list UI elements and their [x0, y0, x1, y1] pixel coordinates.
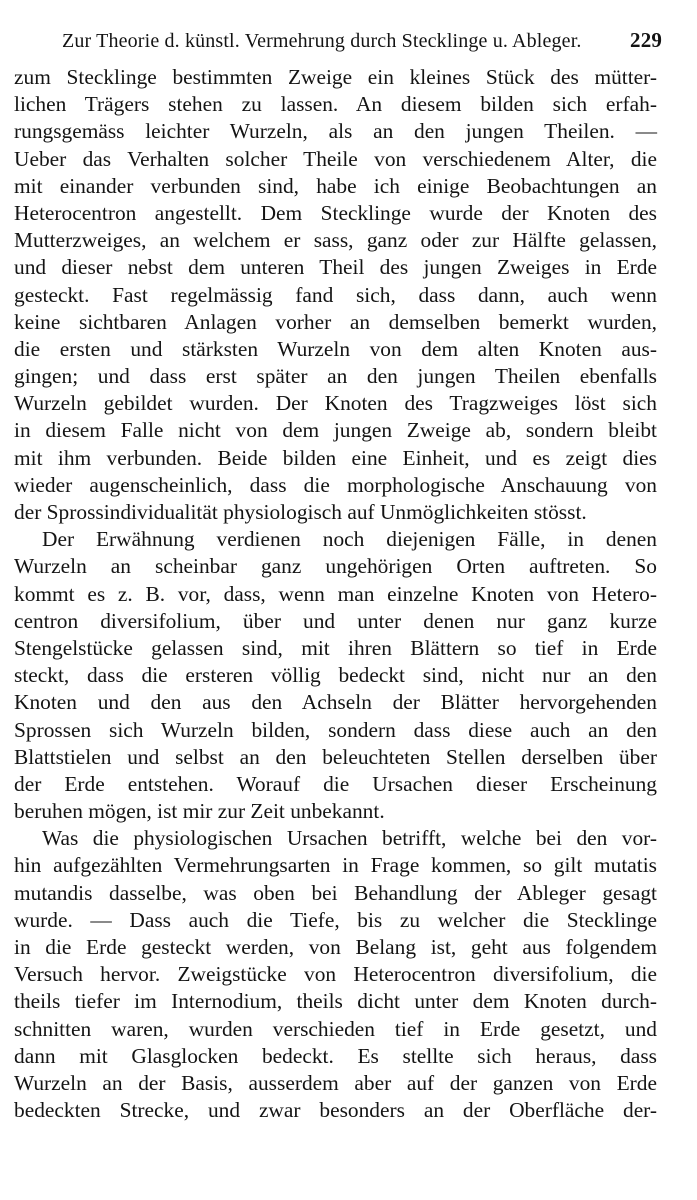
paragraph-start-line: Der Erwähnung verdienen noch diejenigen Fälle, in denen: [42, 527, 657, 552]
text-line: die ersten und stärksten Wurzeln von dem alten Knoten aus-: [14, 336, 657, 361]
running-header: [62, 28, 662, 58]
text-line: gesteckt. Fast regelmässig fand sich, dass dann, auch wenn: [14, 282, 657, 307]
text-line: in die Erde gesteckt werden, von Belang ist, geht aus folgendem: [14, 935, 657, 959]
text-line: zum Stecklinge bestimmten Zweige ein kleines Stück des mütter-: [14, 65, 657, 89]
body-text: [14, 64, 657, 1124]
text-line: bedeckten Strecke, und zwar besonders an der Oberfläche der-: [14, 1098, 657, 1123]
text-line: mit ihm verbunden. Beide bilden eine Einheit, und es zeigt dies: [14, 445, 657, 470]
text-line: in diesem Falle nicht von dem jungen Zweige ab, sondern bleibt: [14, 418, 657, 443]
text-line: steckt, dass die ersteren völlig bedeckt sind, nicht nur an den: [14, 663, 657, 688]
paragraph-start-line: Was die physiologischen Ursachen betrifft, welche bei den vor-: [42, 826, 657, 851]
paragraph-end-line: beruhen mögen, ist mir zur Zeit unbekannt.: [14, 799, 385, 824]
text-line: mutandis dasselbe, was oben bei Behandlung der Ableger gesagt: [14, 880, 657, 905]
text-line: Heterocentron angestellt. Dem Stecklinge wurde der Knoten des: [14, 200, 657, 225]
text-line: der Erde entstehen. Worauf die Ursachen dieser Erscheinung: [14, 771, 657, 796]
text-line: Knoten und den aus den Achseln der Blätter hervorgehenden: [14, 690, 657, 715]
text-line: Wurzeln an der Basis, ausserdem aber auf der ganzen von Erde: [14, 1070, 657, 1095]
text-line: Wurzeln an scheinbar ganz ungehörigen Orten auftreten. So: [14, 554, 657, 579]
text-line: Mutterzweiges, an welchem er sass, ganz oder zur Hälfte gelassen,: [14, 228, 657, 253]
text-line: wieder augenscheinlich, dass die morphologische Anschauung von: [14, 472, 657, 497]
text-line: wurde. — Dass auch die Tiefe, bis zu welcher die Stecklinge: [14, 907, 657, 932]
text-line: rungsgemäss leichter Wurzeln, als an den jungen Theilen. —: [14, 119, 657, 144]
page-number: 229: [630, 28, 662, 52]
text-line: und dieser nebst dem unteren Theil des jungen Zweiges in Erde: [14, 255, 657, 280]
text-line: gingen; und dass erst später an den jungen Theilen ebenfalls: [14, 364, 657, 389]
text-line: Ueber das Verhalten solcher Theile von verschiedenem Alter, die: [14, 146, 657, 171]
text-line: kommt es z. B. vor, dass, wenn man einzelne Knoten von Hetero-: [14, 581, 657, 606]
text-line: Blattstielen und selbst an den beleuchteten Stellen derselben über: [14, 744, 657, 769]
text-line: theils tiefer im Internodium, theils dicht unter dem Knoten durch-: [14, 989, 657, 1014]
text-line: dann mit Glasglocken bedeckt. Es stellte sich heraus, dass: [14, 1043, 657, 1068]
text-line: centron diversifolium, über und unter denen nur ganz kurze: [14, 608, 657, 633]
text-line: schnitten waren, wurden verschieden tief in Erde gesetzt, und: [14, 1016, 657, 1041]
text-line: keine sichtbaren Anlagen vorher an demselben bemerkt wurden,: [14, 309, 657, 334]
text-line: Stengelstücke gelassen sind, mit ihren Blättern so tief in Erde: [14, 635, 657, 660]
text-line: lichen Trägers stehen zu lassen. An diesem bilden sich erfah-: [14, 92, 657, 117]
text-line: Sprossen sich Wurzeln bilden, sondern dass diese auch an den: [14, 717, 657, 742]
text-line: hin aufgezählten Vermehrungsarten in Frage kommen, so gilt mutatis: [14, 853, 657, 878]
running-title: Zur Theorie d. künstl. Vermehrung durch Stecklinge u. Ableger.: [62, 30, 582, 52]
text-line: Versuch hervor. Zweigstücke von Heterocentron diversifolium, die: [14, 962, 657, 987]
text-line: mit einander verbunden sind, habe ich einige Beobachtungen an: [14, 173, 657, 198]
text-line: Wurzeln gebildet wurden. Der Knoten des Tragzweiges löst sich: [14, 391, 657, 416]
paragraph-end-line: der Sprossindividualität physiologisch auf Unmöglichkeiten stösst.: [14, 500, 587, 524]
